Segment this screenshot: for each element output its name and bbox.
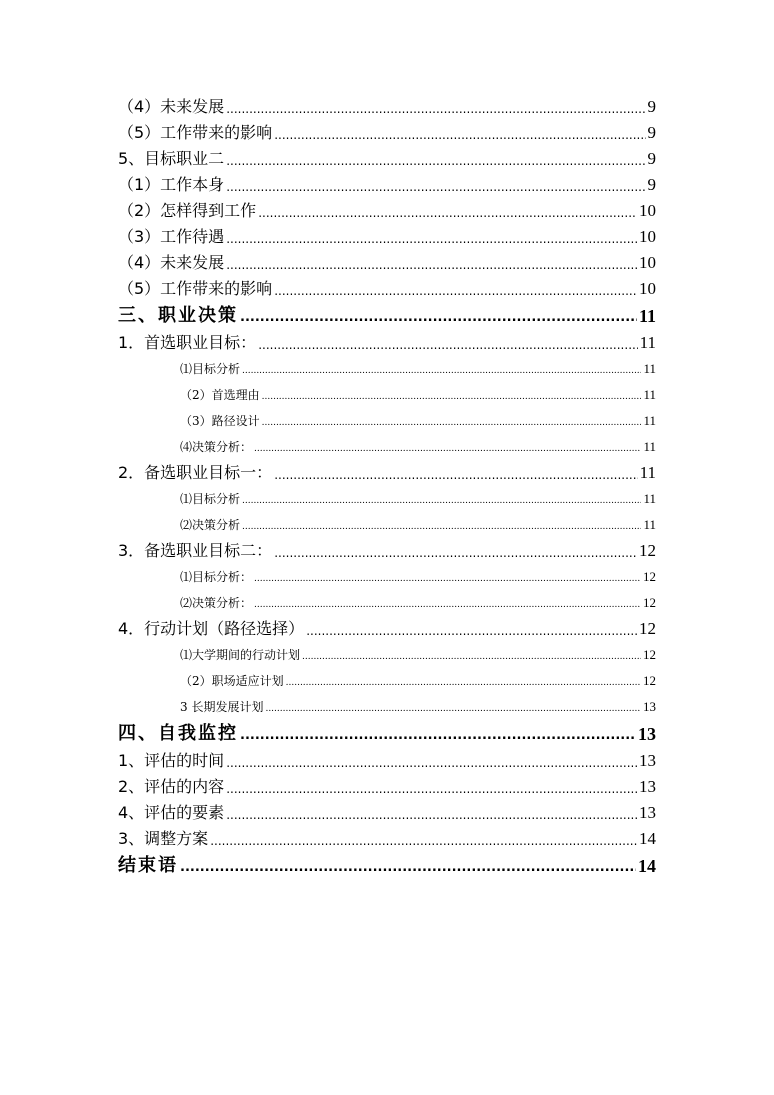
toc-entry-page: 12 [639,541,656,560]
dot-leader [254,597,641,616]
toc-chapter-entry[interactable] [118,852,656,880]
toc-entry[interactable] [118,800,656,826]
dot-leader [226,754,637,774]
dot-leader [258,204,637,224]
toc-entry[interactable] [118,250,656,276]
dot-leader [302,649,641,668]
toc-entry-page: 12 [643,595,656,610]
toc-entry-page: 13 [638,724,656,744]
dot-leader [226,780,637,800]
toc-entry-title: 1．首选职业目标： [118,333,257,352]
toc-entry[interactable] [118,276,656,302]
toc-entry[interactable] [118,774,656,800]
toc-entry[interactable] [118,146,656,172]
toc-entry-title: （4）未来发展 [118,97,225,116]
dot-leader [240,308,637,330]
toc-entry[interactable] [118,120,656,146]
toc-entry-page: 12 [639,619,656,638]
toc-entry-page: 10 [639,253,656,272]
toc-subentry[interactable] [180,694,656,720]
toc-entry-title: ⑵决策分析： [180,596,253,610]
toc-entry-title: ⑵决策分析 [180,518,241,532]
toc-chapter-entry[interactable] [118,302,656,330]
toc-entry-page: 14 [639,829,656,848]
toc-subentry[interactable] [180,356,656,382]
toc-entry-title: （5）工作带来的影响 [118,123,273,142]
toc-entry-title: （5）工作带来的影响 [118,279,273,298]
toc-subentry[interactable] [180,434,656,460]
toc-entry-title: 3、调整方案 [118,829,209,848]
dot-leader [226,256,637,276]
toc-entry-title: （4）未来发展 [118,253,225,272]
toc-entry-title: 2、评估的内容 [118,777,225,796]
toc-entry-title: （1）工作本身 [118,175,225,194]
toc-entry-title: （2）首选理由 [180,388,260,402]
dot-leader [306,622,637,642]
dot-leader [180,858,636,880]
toc-entry-page: 13 [639,803,656,822]
toc-entry-title: ⑷决策分析： [180,440,253,454]
toc-entry-title: ⑴目标分析 [180,362,241,376]
toc-entry-title: （2）职场适应计划 [180,674,284,688]
dot-leader [210,832,637,852]
toc-subentry[interactable] [180,590,656,616]
toc-entry[interactable] [118,198,656,224]
toc-entry-page: 11 [643,413,656,428]
toc-entry-page: 11 [643,387,656,402]
toc-entry-page: 9 [647,149,656,168]
toc-entry[interactable] [118,748,656,774]
toc-subentry[interactable] [180,564,656,590]
toc-entry-page: 11 [639,333,656,352]
toc-entry-title: ⑴目标分析 [180,492,241,506]
dot-leader [226,152,645,172]
toc-entry-title: 1、评估的时间 [118,751,225,770]
dot-leader [274,126,645,146]
toc-entry-page: 11 [638,306,656,326]
dot-leader [262,389,642,408]
toc-entry-page: 12 [643,569,656,584]
dot-leader [240,726,636,748]
dot-leader [254,441,641,460]
toc-entry-page: 13 [639,777,656,796]
toc-entry-page: 13 [639,751,656,770]
toc-entry-page: 10 [639,279,656,298]
toc-entry-title: ⑴大学期间的行动计划 [180,648,301,662]
toc-entry[interactable] [118,224,656,250]
dot-leader [226,230,637,250]
toc-subentry[interactable] [180,382,656,408]
dot-leader [286,675,641,694]
toc-entry-page: 11 [643,439,656,454]
toc-entry-title: 四、自我监控 [118,723,238,744]
toc-entry-title: ⑴目标分析： [180,570,253,584]
toc-entry[interactable] [118,616,656,642]
toc-entry-page: 9 [647,123,656,142]
toc-entry-page: 10 [639,227,656,246]
toc-entry-page: 10 [639,201,656,220]
dot-leader [254,571,641,590]
toc-entry[interactable] [118,826,656,852]
toc-entry[interactable] [118,330,656,356]
toc-entry-title: 3 长期发展计划 [180,700,264,714]
toc-entry[interactable] [118,94,656,120]
toc-entry-page: 11 [639,463,656,482]
toc-entry-page: 11 [643,491,656,506]
table-of-contents [0,94,774,880]
dot-leader [258,336,637,356]
toc-entry-page: 12 [643,647,656,662]
toc-entry-title: （2）怎样得到工作 [118,201,257,220]
toc-entry-title: 2．备选职业目标一： [118,463,273,482]
toc-entry-page: 11 [643,517,656,532]
dot-leader [274,282,637,302]
dot-leader [265,701,641,720]
dot-leader [226,178,645,198]
toc-subentry[interactable] [180,668,656,694]
toc-entry[interactable] [118,460,656,486]
toc-entry-title: 三、职业决策 [118,305,238,326]
dot-leader [274,466,637,486]
toc-entry-title: 5、目标职业二 [118,149,225,168]
dot-leader [226,100,645,120]
toc-subentry[interactable] [180,512,656,538]
dot-leader [242,493,641,512]
dot-leader [274,544,637,564]
toc-entry-page: 13 [643,699,656,714]
toc-entry[interactable] [118,538,656,564]
toc-entry-page: 9 [647,175,656,194]
toc-subentry[interactable] [180,486,656,512]
toc-chapter-entry[interactable] [118,720,656,748]
toc-subentry[interactable] [180,642,656,668]
toc-subentry[interactable] [180,408,656,434]
toc-entry-title: （3）路径设计 [180,414,260,428]
toc-entry[interactable] [118,172,656,198]
toc-entry-page: 14 [638,856,656,876]
toc-entry-page: 11 [643,361,656,376]
dot-leader [242,363,641,382]
dot-leader [242,519,641,538]
dot-leader [226,806,637,826]
toc-entry-title: 结束语 [118,855,178,876]
toc-entry-title: （3）工作待遇 [118,227,225,246]
toc-entry-page: 12 [643,673,656,688]
toc-entry-page: 9 [647,97,656,116]
toc-entry-title: 4．行动计划（路径选择） [118,619,305,638]
toc-entry-title: 4、评估的要素 [118,803,225,822]
dot-leader [262,415,642,434]
toc-entry-title: 3．备选职业目标二： [118,541,273,560]
